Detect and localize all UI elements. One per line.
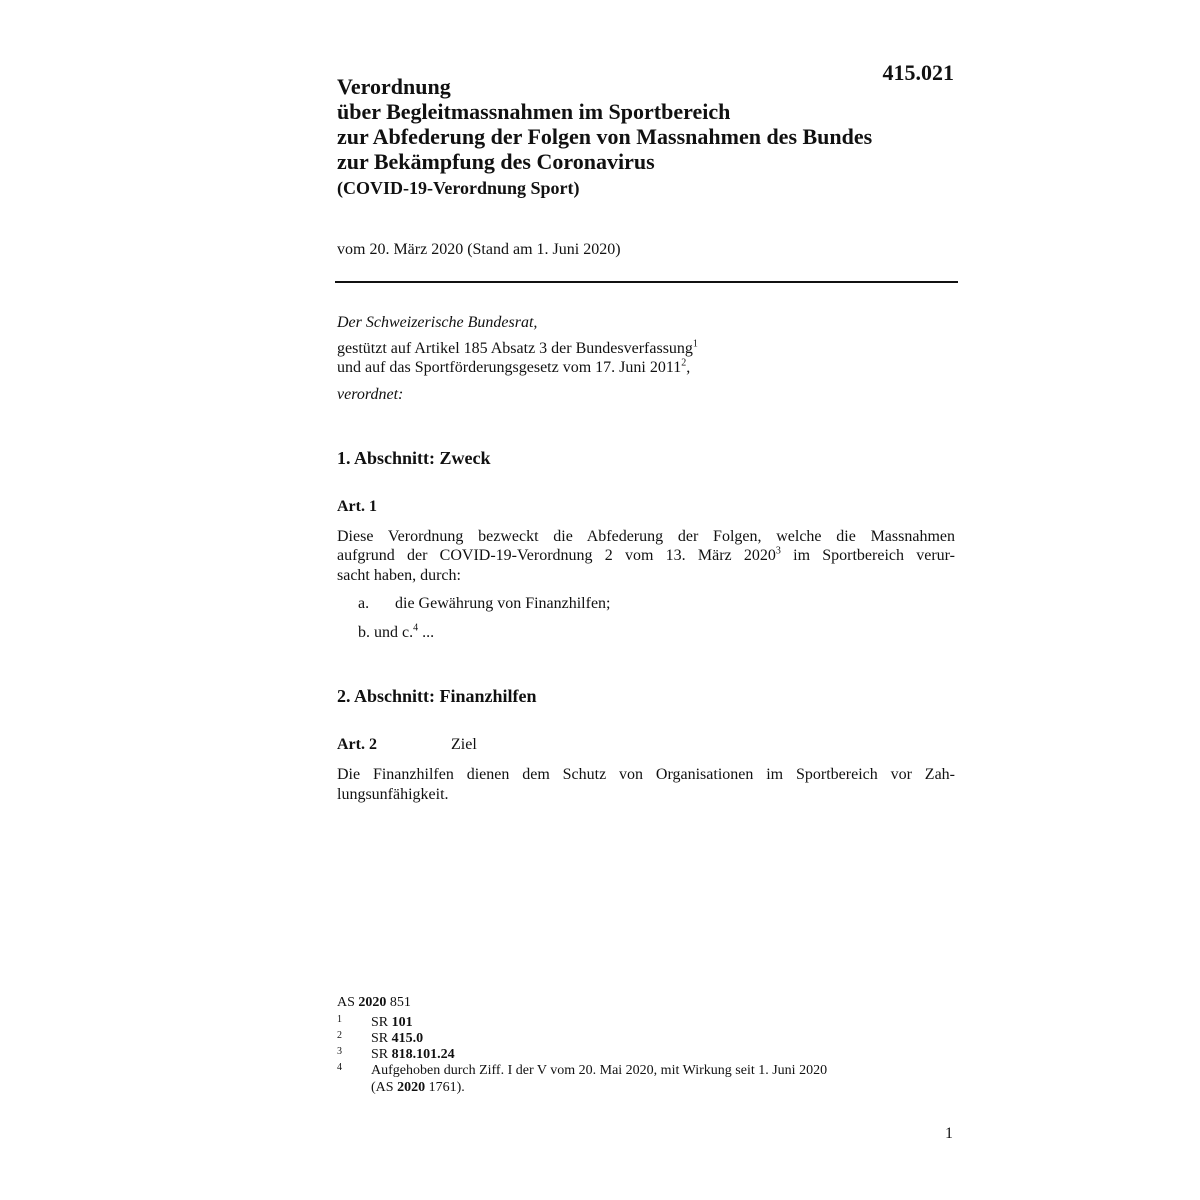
footnote-ref-2[interactable]: 2 <box>681 357 687 369</box>
footnote-4-as-year: 2020 <box>397 1080 426 1095</box>
footnote-4-as-prefix: (AS <box>371 1080 398 1095</box>
enactment-verb: verordnet: <box>337 386 404 403</box>
issuer: Der Schweizerische Bundesrat, <box>337 314 538 331</box>
article-2-title: Ziel <box>451 736 477 753</box>
footnote-2-text[interactable] <box>371 1031 423 1047</box>
footnote-1-text[interactable] <box>371 1015 413 1031</box>
footnote-1-prefix: SR <box>371 1015 392 1030</box>
article-1-para-line-2-b: im Sportbereich verur- <box>780 547 955 564</box>
footnote-2-number: 2 <box>337 1030 342 1041</box>
section-1-heading: 1. Abschnitt: Zweck <box>337 448 491 468</box>
article-1-para-line-1: Diese Verordnung bezweckt die Abfederung der Folgen, welche die Massnahmen <box>337 528 955 545</box>
footnote-3-prefix: SR <box>371 1047 392 1062</box>
footnote-ref-4[interactable]: 4 <box>413 622 419 634</box>
article-1-para-line-3: sacht haben, durch: <box>337 567 461 584</box>
title-line-4: zur Bekämpfung des Coronavirus <box>337 149 655 174</box>
list-item-bc <box>358 624 434 642</box>
footnote-2-prefix: SR <box>371 1031 392 1046</box>
sr-number: 415.021 <box>882 60 954 85</box>
legal-basis-text-1: gestützt auf Artikel 185 Absatz 3 der Bundesverfassung <box>337 340 693 357</box>
article-1-para-line-2-a: aufgrund der COVID-19-Verordnung 2 vom 13. März 2020 <box>337 547 776 564</box>
page-number: 1 <box>945 1125 953 1142</box>
article-2-label: Art. 2 <box>337 736 377 753</box>
footnote-3-text[interactable] <box>371 1047 455 1063</box>
footnote-3-number: 3 <box>337 1046 342 1057</box>
article-2-para-line-2: lungsunfähigkeit. <box>337 786 449 803</box>
footnote-3-sr: 818.101.24 <box>391 1047 455 1062</box>
footnote-ref-1[interactable]: 1 <box>692 338 698 350</box>
list-item-bc-label: b. und c. <box>358 624 414 641</box>
list-item-a-label: a. <box>358 595 370 612</box>
legal-basis-end: , <box>686 359 691 376</box>
footnote-1-sr: 101 <box>391 1015 413 1030</box>
article-1-label: Art. 1 <box>337 498 377 515</box>
as-reference <box>337 995 411 1011</box>
footnote-4-line-2 <box>371 1080 465 1096</box>
header-rule <box>335 281 958 283</box>
article-1-para-line-2 <box>337 547 955 564</box>
date-line: vom 20. März 2020 (Stand am 1. Juni 2020) <box>337 241 621 258</box>
footnote-1-number: 1 <box>337 1014 342 1025</box>
title-line-3: zur Abfederung der Folgen von Massnahmen des Bundes <box>337 124 873 149</box>
title-line-2: über Begleitmassnahmen im Sportbereich <box>337 99 731 124</box>
as-prefix: AS <box>337 995 359 1010</box>
footnote-2-sr: 415.0 <box>391 1031 424 1046</box>
article-2-para-line-1: Die Finanzhilfen dienen dem Schutz von Organisationen im Sportbereich vor Zah- <box>337 766 955 783</box>
footnote-ref-3[interactable]: 3 <box>775 545 781 557</box>
legal-basis-line-2 <box>337 359 690 377</box>
title-line-1: Verordnung <box>337 74 451 99</box>
legal-basis-text-2: und auf das Sportförderungsgesetz vom 17. Juni 2011 <box>337 359 682 376</box>
legal-basis-line-1 <box>337 340 698 358</box>
as-year: 2020 <box>358 995 387 1010</box>
footnote-4-as-page: 1761). <box>425 1080 465 1095</box>
footnote-4-number: 4 <box>337 1062 342 1073</box>
short-title: (COVID-19-Verordnung Sport) <box>337 178 580 198</box>
list-item-a-text: die Gewährung von Finanzhilfen; <box>395 595 611 612</box>
footnote-4-line-1: Aufgehoben durch Ziff. I der V vom 20. Mai 2020, mit Wirkung seit 1. Juni 2020 <box>371 1063 828 1078</box>
as-page: 851 <box>386 995 411 1010</box>
list-item-bc-text: ... <box>418 624 435 641</box>
section-2-heading: 2. Abschnitt: Finanzhilfen <box>337 686 537 706</box>
